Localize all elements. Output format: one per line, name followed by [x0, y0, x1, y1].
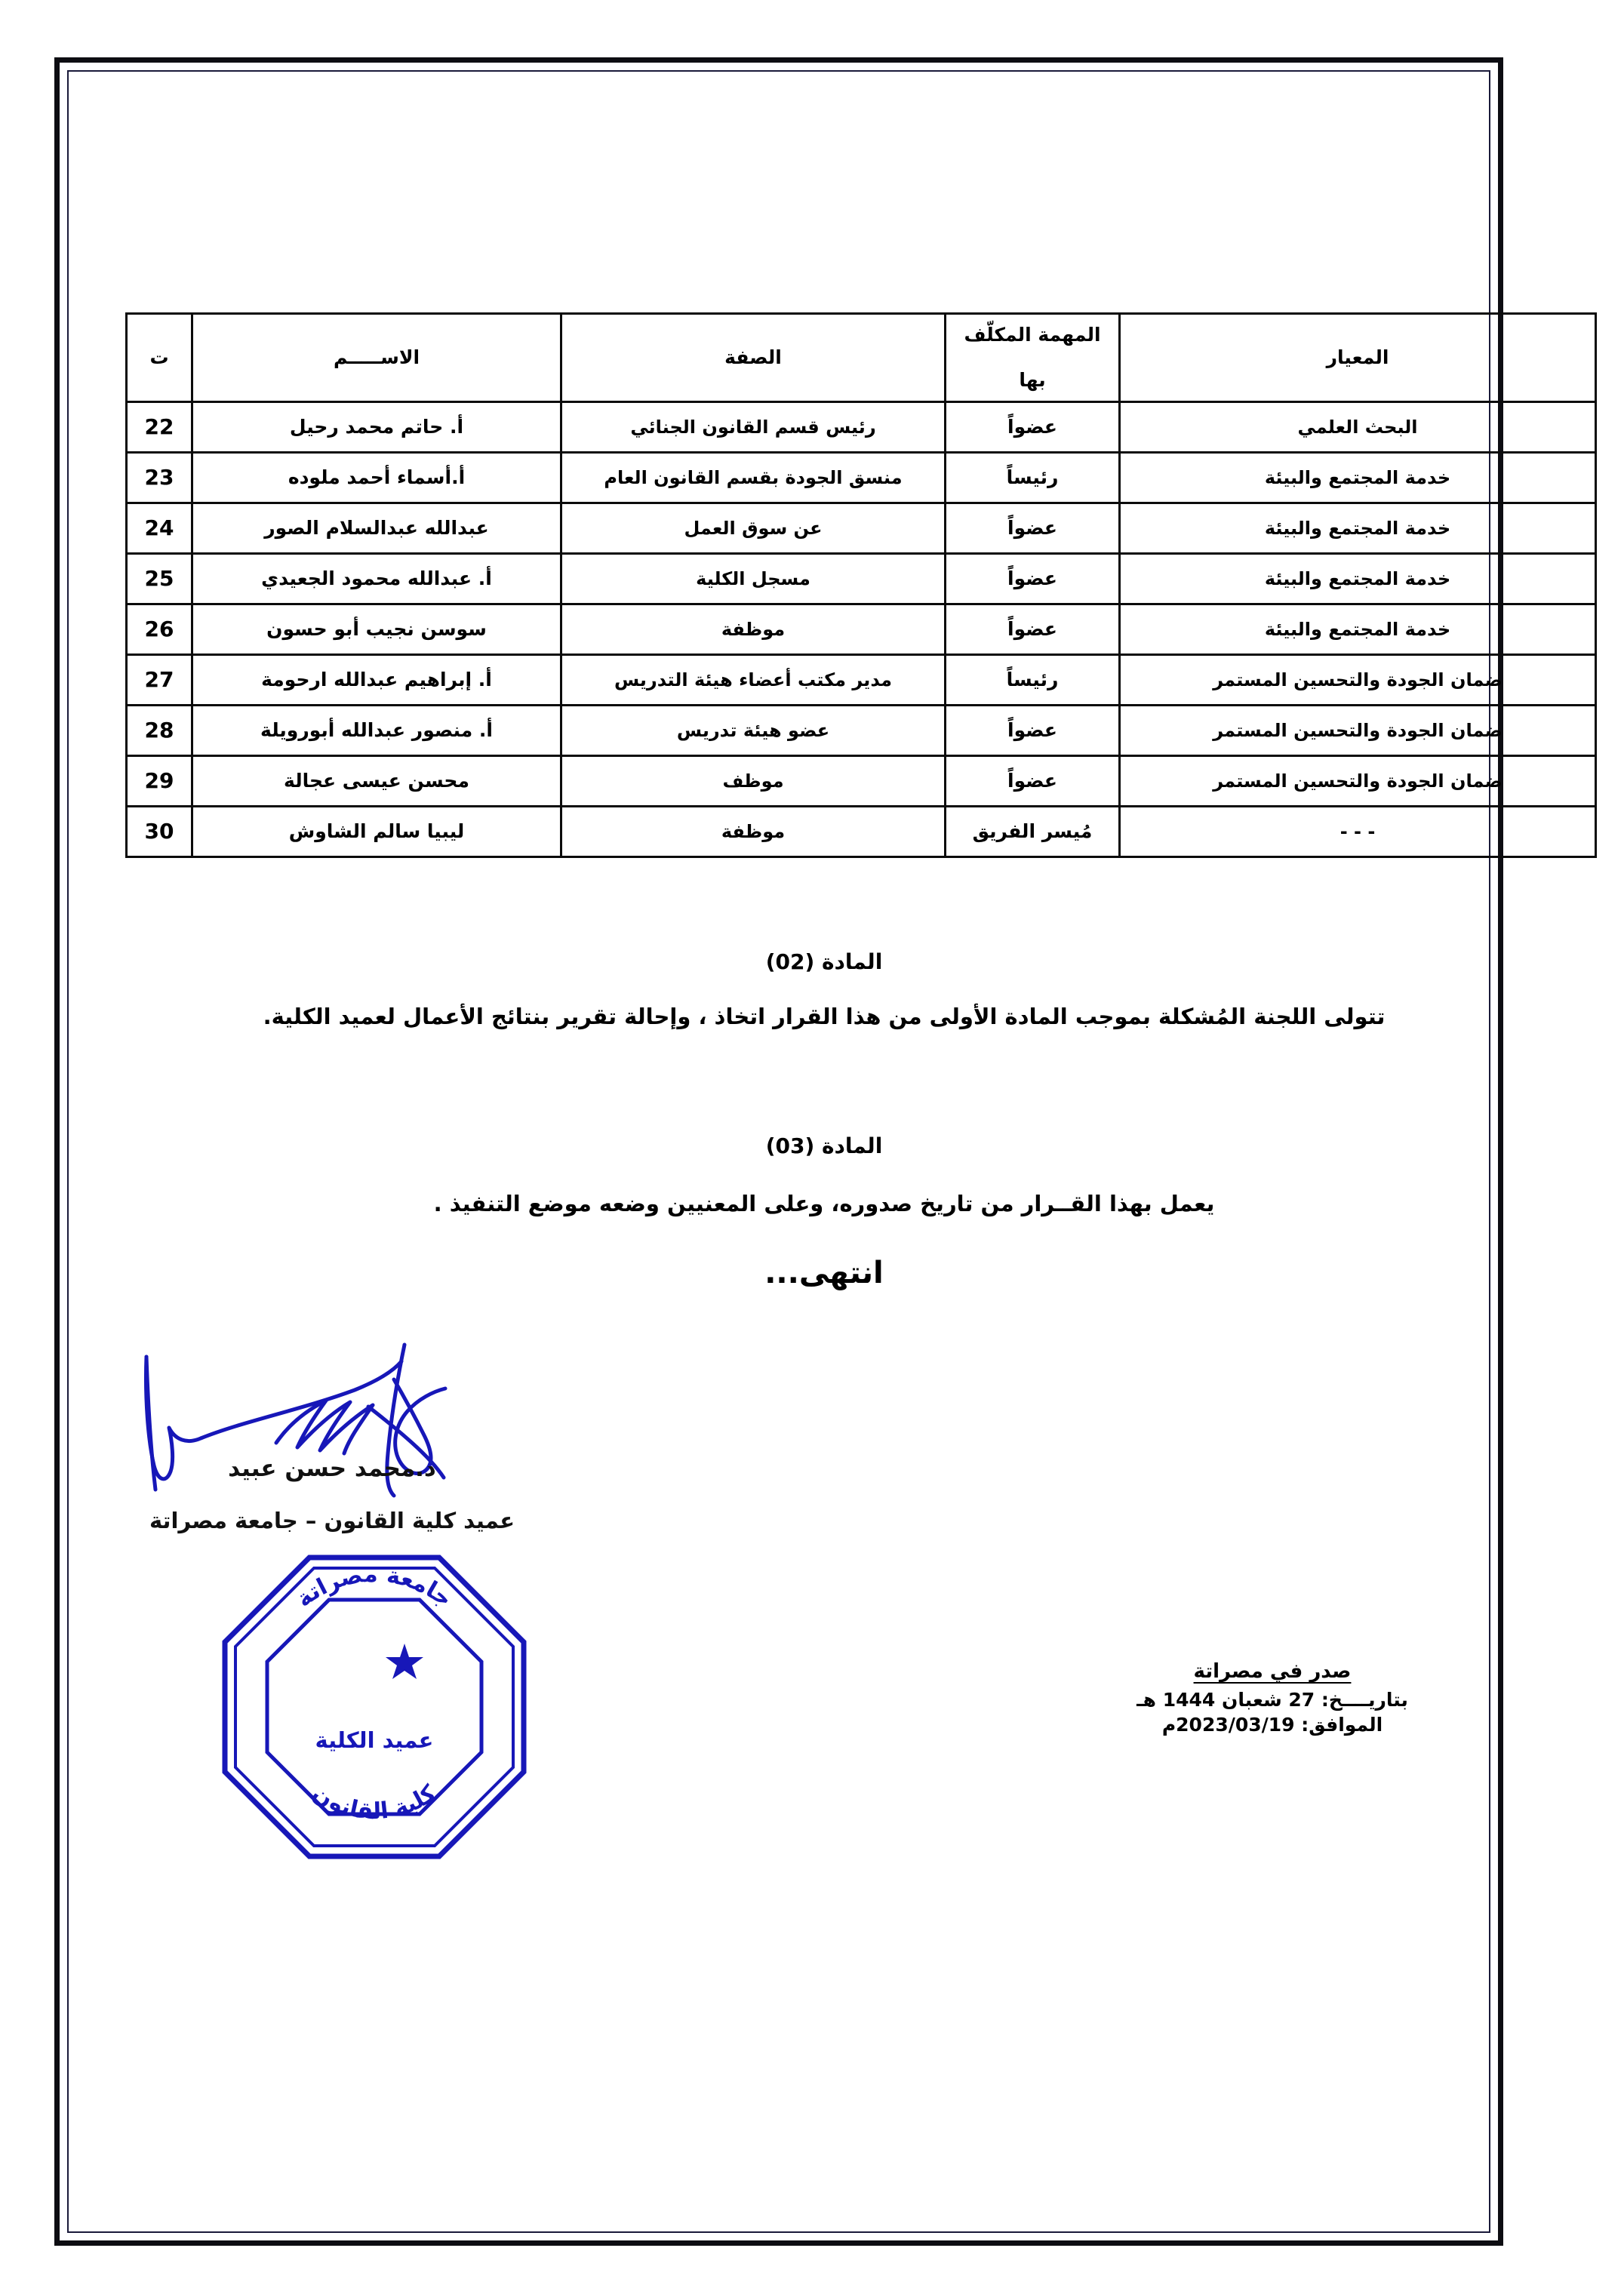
article-02-heading: المادة (02) — [765, 949, 883, 974]
article-03-body: يعمل بهذا القــرار من تاريخ صدوره، وعلى المعنيين وضعه موضع التنفيذ . — [433, 1191, 1215, 1216]
column-header-criteria: المعيار — [1120, 314, 1596, 402]
table-row — [127, 655, 1596, 706]
column-header-role: الصفة — [561, 314, 946, 402]
article-02-body: تتولى اللجنة المُشكلة بموجب المادة الأولى من هذا القرار اتخاذ ، وإحالة تقرير بنتائج الأعمال لعميد الكلية. — [263, 1004, 1386, 1029]
signatory-title: عميد كلية القانون – جامعة مصراتة — [149, 1508, 515, 1533]
table-row — [127, 756, 1596, 807]
issue-info-block — [1061, 1660, 1484, 1736]
crescent-and-star-icon — [335, 1625, 423, 1698]
table-cell-index: 30 — [127, 807, 192, 857]
table-cell-name: سوسن نجيب أبو حسون — [192, 604, 561, 655]
seal-bottom-text: كلية القانون — [307, 1779, 441, 1825]
table-cell-role: عن سوق العمل — [561, 503, 946, 554]
issue-hijri-line — [1061, 1689, 1484, 1711]
table-cell-role: منسق الجودة بقسم القانون العام — [561, 453, 946, 503]
issue-gregorian-label: الموافق: — [1301, 1714, 1383, 1736]
table-cell-task: عضواً — [946, 756, 1120, 807]
table-cell-criteria: خدمة المجتمع والبيئة — [1120, 453, 1596, 503]
table-cell-role: موظفة — [561, 604, 946, 655]
table-cell-criteria: البحث العلمي — [1120, 402, 1596, 453]
table-cell-task: عضواً — [946, 706, 1120, 756]
table-cell-role: مسجل الكلية — [561, 554, 946, 604]
table-cell-index: 23 — [127, 453, 192, 503]
table-cell-index: 24 — [127, 503, 192, 554]
table-row — [127, 554, 1596, 604]
table-cell-task: عضواً — [946, 554, 1120, 604]
table-row — [127, 402, 1596, 453]
table-cell-task: مُيسر الفريق — [946, 807, 1120, 857]
table-cell-criteria: ضمان الجودة والتحسين المستمر — [1120, 756, 1596, 807]
table-cell-index: 25 — [127, 554, 192, 604]
table-row — [127, 503, 1596, 554]
table-cell-criteria: ضمان الجودة والتحسين المستمر — [1120, 655, 1596, 706]
column-header-task-line1: المهمة المكلّف — [964, 324, 1101, 346]
committee-members-table — [125, 312, 1597, 858]
table-cell-name: أ. منصور عبدالله أبورويلة — [192, 706, 561, 756]
table-cell-role: موظفة — [561, 807, 946, 857]
table-cell-task: رئيساً — [946, 655, 1120, 706]
official-seal-stamp — [216, 1548, 533, 1865]
table-cell-name: أ. عبدالله محمود الجعيدي — [192, 554, 561, 604]
table-cell-name: أ.أسماء أحمد ملوده — [192, 453, 561, 503]
table-cell-criteria: خدمة المجتمع والبيئة — [1120, 503, 1596, 554]
table-cell-index: 29 — [127, 756, 192, 807]
table-cell-role: مدير مكتب أعضاء هيئة التدريس — [561, 655, 946, 706]
closing-word: انتهى... — [764, 1256, 884, 1290]
issue-place: صدر في مصراتة — [1193, 1660, 1352, 1683]
table-row — [127, 453, 1596, 503]
seal-middle-text: عميد الكلية — [315, 1727, 434, 1753]
signatory-name: د.محمد حسن عبيد — [228, 1455, 436, 1482]
table-cell-index: 26 — [127, 604, 192, 655]
table-cell-task: عضواً — [946, 604, 1120, 655]
seal-top-text: جامعة مصراتة — [291, 1561, 457, 1613]
signature-block — [136, 1336, 649, 1585]
table-body — [127, 402, 1596, 857]
issue-hijri-date: 27 شعبان 1444 هـ — [1136, 1689, 1315, 1711]
issue-hijri-label: بتاريــــخ: — [1321, 1689, 1408, 1711]
table-header-row — [127, 314, 1596, 402]
table-cell-role: رئيس قسم القانون الجنائي — [561, 402, 946, 453]
table-row — [127, 604, 1596, 655]
table-cell-index: 28 — [127, 706, 192, 756]
table-cell-name: محسن عيسى عجالة — [192, 756, 561, 807]
article-03-heading: المادة (03) — [765, 1133, 883, 1158]
issue-gregorian-date: 2023/03/19م — [1161, 1714, 1295, 1736]
table-cell-name: أ. إبراهيم عبدالله ارحومة — [192, 655, 561, 706]
table-cell-name: أ. حاتم محمد رحيل — [192, 402, 561, 453]
table-cell-task: عضواً — [946, 402, 1120, 453]
table-cell-task: رئيساً — [946, 453, 1120, 503]
table-cell-task: عضواً — [946, 503, 1120, 554]
table-cell-criteria: - - - — [1120, 807, 1596, 857]
table-cell-criteria: ضمان الجودة والتحسين المستمر — [1120, 706, 1596, 756]
table-cell-index: 27 — [127, 655, 192, 706]
table-cell-role: عضو هيئة تدريس — [561, 706, 946, 756]
table-cell-criteria: خدمة المجتمع والبيئة — [1120, 604, 1596, 655]
table-cell-name: عبدالله عبدالسلام الصور — [192, 503, 561, 554]
table-row — [127, 807, 1596, 857]
table-cell-role: موظف — [561, 756, 946, 807]
table-cell-criteria: خدمة المجتمع والبيئة — [1120, 554, 1596, 604]
column-header-name: الاســـــم — [192, 314, 561, 402]
column-header-task — [946, 314, 1120, 402]
column-header-task-line2: بها — [1019, 369, 1046, 391]
seal-inner-octagon — [267, 1600, 481, 1814]
table-row — [127, 706, 1596, 756]
issue-gregorian-line — [1061, 1714, 1484, 1736]
table-cell-name: ليبيا سالم الشاوش — [192, 807, 561, 857]
table-cell-index: 22 — [127, 402, 192, 453]
column-header-index: ت — [127, 314, 192, 402]
